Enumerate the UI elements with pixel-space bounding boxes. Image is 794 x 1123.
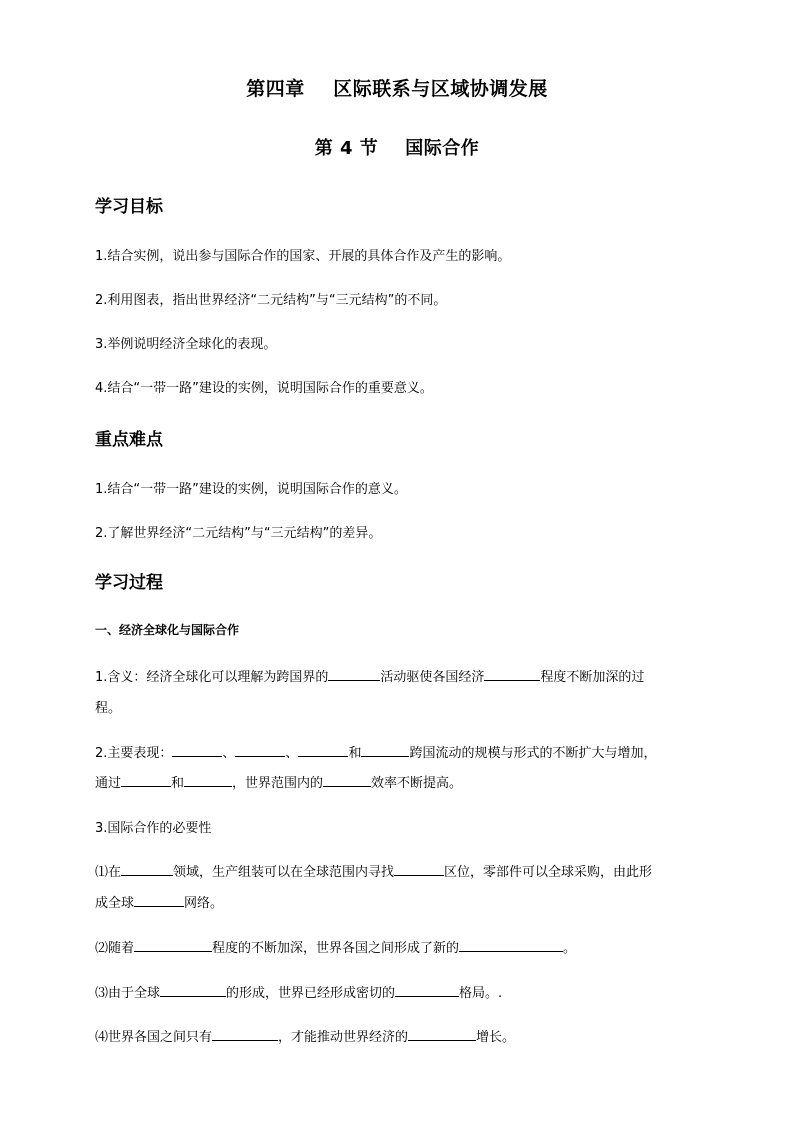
answer-blank[interactable] [121,863,173,876]
answer-blank[interactable] [184,774,232,787]
key-point-item: 2.了解世界经济“二元结构”与“三元结构”的差异。 [95,526,382,541]
answer-blank[interactable] [395,984,459,997]
answer-blank[interactable] [212,1028,278,1041]
process-subheading: 一、经济全球化与国际合作 [95,623,240,637]
answer-blank[interactable] [394,863,444,876]
goal-item: 3.举例说明经济全球化的表现。 [95,337,277,352]
answer-blank[interactable] [134,894,184,907]
goals-heading: 学习目标 [95,197,163,217]
question-3-1-line-1: ⑴在 领域，生产组装可以在全球范围内寻找 区位，零部件可以全球采购，由此形 [95,865,653,880]
answer-blank[interactable] [408,1028,476,1041]
answer-blank[interactable] [235,744,285,757]
goal-item: 4.结合“一带一路”建设的实例，说明国际合作的重要意义。 [95,381,433,396]
answer-blank[interactable] [172,744,222,757]
question-2-line-1: 2.主要表现： 、 、 和 跨国流动的规模与形式的不断扩大与增加， [95,746,657,761]
question-1-line-1: 1.含义：经济全球化可以理解为跨国界的 活动驱使各国经济 程度不断加深的过 [95,670,645,685]
process-heading: 学习过程 [95,573,163,593]
answer-blank[interactable] [121,774,171,787]
question-2-line-2: 通过 和 ，世界范围内的 效率不断提高。 [95,776,463,791]
question-3-3: ⑶由于全球 的形成，世界已经形成密切的 格局。. [95,986,503,1001]
question-3-heading: 3.国际合作的必要性 [95,821,212,836]
answer-blank[interactable] [134,939,212,952]
goal-item: 1.结合实例，说出参与国际合作的国家、开展的具体合作及产生的影响。 [95,249,511,264]
goal-item: 2.利用图表，指出世界经济“二元结构”与“三元结构”的不同。 [95,293,447,308]
key-points-heading: 重点难点 [95,430,163,450]
question-3-1-line-2: 成全球 网络。 [95,896,224,911]
answer-blank[interactable] [323,774,371,787]
key-point-item: 1.结合“一带一路”建设的实例，说明国际合作的意义。 [95,482,407,497]
section-title: 第 4 节 国际合作 [314,138,480,159]
answer-blank[interactable] [298,744,348,757]
answer-blank[interactable] [484,668,540,681]
chapter-title: 第四章 区际联系与区域协调发展 [246,78,548,100]
question-3-4: ⑷世界各国之间只有 ，才能推动世界经济的 增长。 [95,1030,516,1045]
answer-blank[interactable] [160,984,226,997]
question-1-line-2: 程。 [95,701,122,716]
answer-blank[interactable] [361,744,409,757]
answer-blank[interactable] [328,668,380,681]
question-3-2: ⑵随着 程度的不断加深，世界各国之间形成了新的 。 [95,941,577,956]
answer-blank[interactable] [459,939,563,952]
